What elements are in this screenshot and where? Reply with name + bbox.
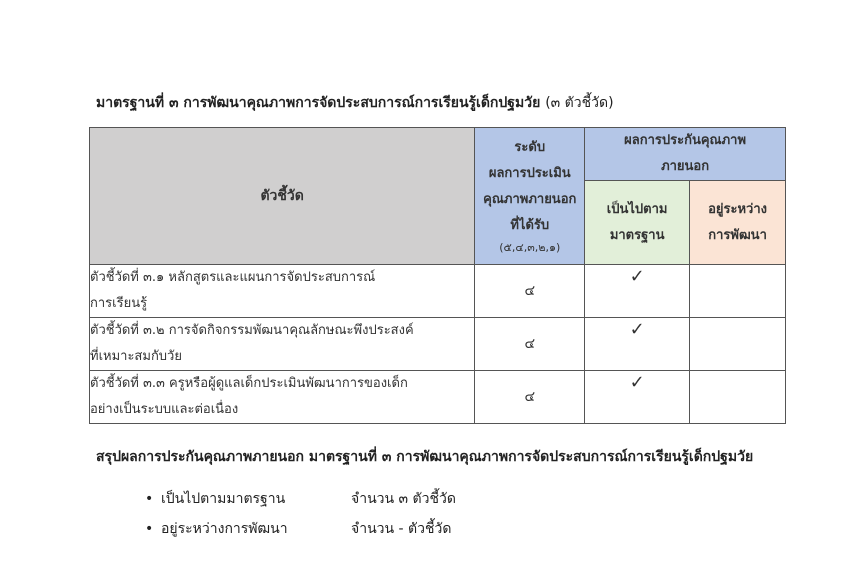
list-item bbox=[145, 484, 456, 514]
level-cell: ๔ bbox=[475, 318, 585, 371]
standard-title: มาตรฐานที่ ๓ การพัฒนาคุณภาพการจัดประสบการณ์การเรียนรู้เด็กปฐมวัย bbox=[96, 95, 541, 111]
summary-list bbox=[145, 484, 456, 544]
meets-check-icon: ✓ bbox=[585, 318, 690, 371]
meets-check-icon: ✓ bbox=[585, 371, 690, 424]
dev-cell bbox=[690, 371, 786, 424]
list-item bbox=[145, 514, 456, 544]
table-row bbox=[90, 371, 786, 424]
indicator-line: ตัวชี้วัดที่ ๓.๓ ครูหรือผู้ดูแลเด็กประเมินพัฒนาการของเด็ก bbox=[90, 376, 408, 391]
summary-item-label: เป็นไปตามมาตรฐาน bbox=[161, 491, 286, 507]
level-scale-note: (๕,๔,๓,๒,๑) bbox=[499, 241, 561, 254]
bullet-icon: • bbox=[145, 521, 154, 537]
indicator-line: ตัวชี้วัดที่ ๓.๒ การจัดกิจกรรมพัฒนาคุณลักษณะพึงประสงค์ bbox=[90, 323, 414, 338]
standard-indicator-count: (๓ ตัวชี้วัด) bbox=[545, 95, 614, 111]
indicator-line: อย่างเป็นระบบและต่อเนื่อง bbox=[90, 402, 239, 417]
indicator-cell bbox=[90, 371, 475, 424]
meets-header-line: เป็นไปตาม bbox=[606, 201, 668, 217]
summary-item-label: อยู่ระหว่างการพัฒนา bbox=[161, 521, 288, 537]
indicator-table bbox=[89, 127, 786, 424]
level-cell: ๔ bbox=[475, 371, 585, 424]
meets-standard-header bbox=[585, 181, 690, 265]
level-column-header bbox=[475, 128, 585, 265]
table-row bbox=[90, 265, 786, 318]
dev-cell bbox=[690, 265, 786, 318]
table-row bbox=[90, 318, 786, 371]
level-header-line: ที่ได้รับ bbox=[510, 218, 550, 233]
summary-item-count: จำนวน ๓ ตัวชี้วัด bbox=[351, 491, 456, 507]
in-development-header bbox=[690, 181, 786, 265]
result-header-line: ผลการประกันคุณภาพ bbox=[624, 133, 747, 149]
meets-header-line: มาตรฐาน bbox=[609, 227, 665, 243]
standard-heading bbox=[96, 92, 614, 114]
summary-item-count: จำนวน - ตัวชี้วัด bbox=[351, 521, 452, 537]
indicator-line: ตัวชี้วัดที่ ๓.๑ หลักสูตรและแผนการจัดประสบการณ์ bbox=[90, 270, 376, 285]
meets-check-icon: ✓ bbox=[585, 265, 690, 318]
summary-title: สรุปผลการประกันคุณภาพภายนอก มาตรฐานที่ ๓ การพัฒนาคุณภาพการจัดประสบการณ์การเรียนรู้เด็กปฐมวัย bbox=[96, 449, 754, 465]
dev-cell bbox=[690, 318, 786, 371]
level-header-line: ผลการประเมิน bbox=[488, 166, 571, 181]
indicator-line: ที่เหมาะสมกับวัย bbox=[90, 349, 182, 364]
indicator-cell bbox=[90, 318, 475, 371]
result-column-header bbox=[585, 128, 786, 181]
level-cell: ๔ bbox=[475, 265, 585, 318]
indicator-column-header: ตัวชี้วัด bbox=[90, 128, 475, 265]
dev-header-line: การพัฒนา bbox=[708, 227, 767, 243]
level-header-line: ระดับ bbox=[514, 140, 546, 155]
indicator-cell bbox=[90, 265, 475, 318]
dev-header-line: อยู่ระหว่าง bbox=[708, 201, 767, 217]
bullet-icon: • bbox=[145, 491, 154, 507]
level-header-line: คุณภาพภายนอก bbox=[483, 192, 577, 207]
indicator-line: การเรียนรู้ bbox=[90, 296, 148, 311]
result-header-line: ภายนอก bbox=[661, 159, 710, 175]
